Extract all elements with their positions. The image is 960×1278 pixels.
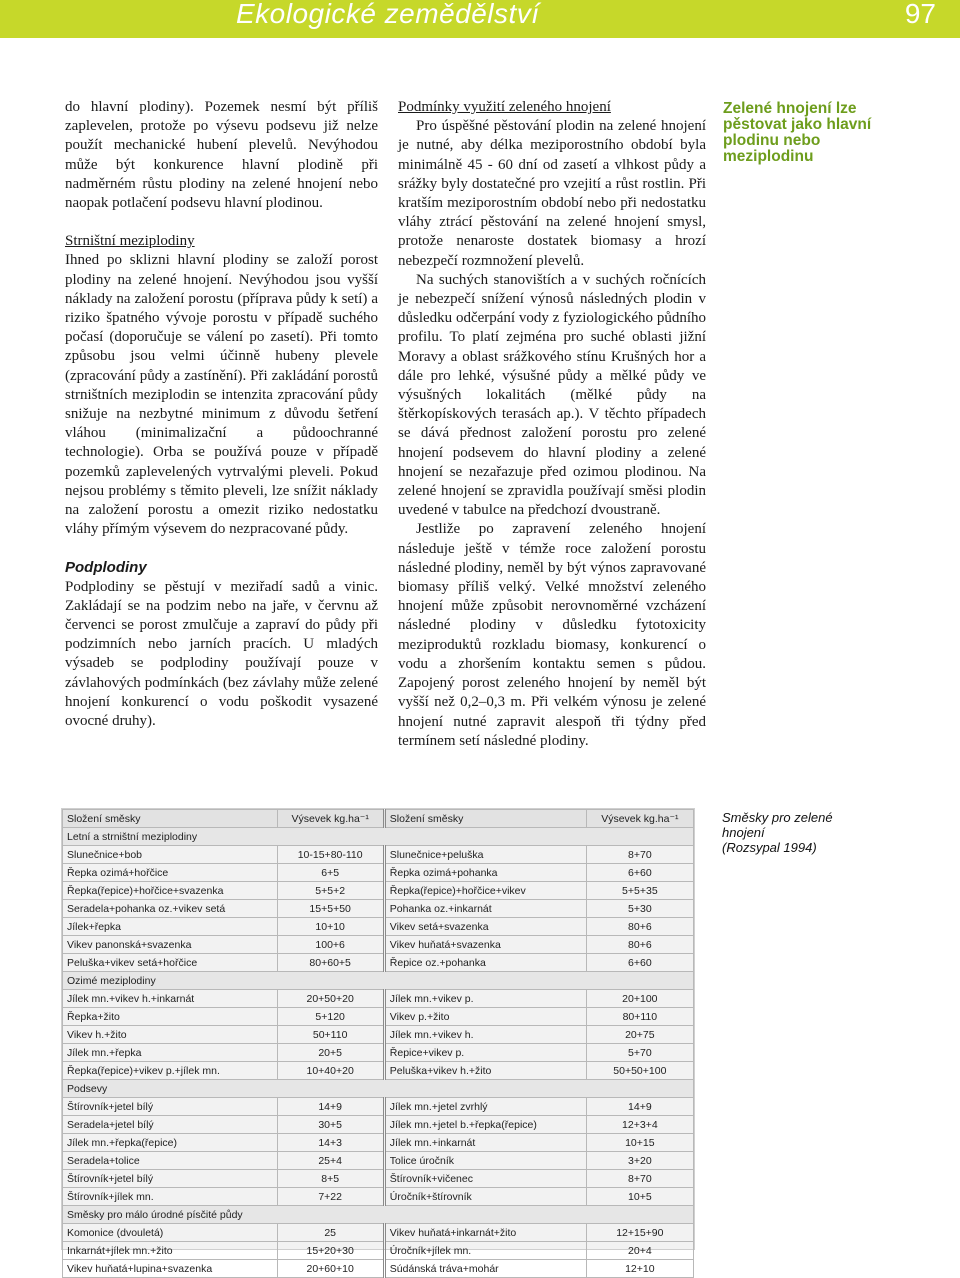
table-row (63, 1242, 694, 1260)
table-section-row (63, 828, 694, 846)
header-bar (0, 0, 960, 38)
text-column-right (398, 98, 706, 751)
paragraph: Pro úspěšné pěstování plodin na zelené hnojení je nutné, aby délka meziporostního období byla minimálně 45 - 60 dní od zasetí a vlhkost půdy a srážky byly dostatečné pro vzejití a růst rostlin. Při kratším meziporostním období nebo při nedostatku vláhy ztrácí pěstování na zelené hnojení smysl, protože nenaroste dostatek biomasy a hrozí nebezpečí rozmnožení plevelů. (398, 118, 706, 269)
mix-name: Jílek mn.+jetel zvrhlý (384, 1098, 586, 1116)
table-row (63, 882, 694, 900)
seed-rate: 50+50+100 (586, 1062, 693, 1080)
mix-name: Jílek mn.+řepka(řepice) (63, 1134, 278, 1152)
caption-source: (Rozsypal 1994) (722, 840, 817, 855)
table-row (63, 1134, 694, 1152)
mix-name: Tolice úročník (384, 1152, 586, 1170)
mix-name: Peluška+vikev h.+žito (384, 1062, 586, 1080)
mix-name: Peluška+vikev setá+hořčice (63, 954, 278, 972)
seed-rate: 30+5 (277, 1116, 384, 1134)
mix-name: Jílek+řepka (63, 918, 278, 936)
seed-rate: 25 (277, 1224, 384, 1242)
seed-rate: 6+60 (586, 864, 693, 882)
mix-name: Vikev huňatá+svazenka (384, 936, 586, 954)
seed-rate: 15+20+30 (277, 1242, 384, 1260)
table-row (63, 846, 694, 864)
mix-name: Jílek mn.+vikev h. (384, 1026, 586, 1044)
seed-rate: 20+50+20 (277, 990, 384, 1008)
seed-rate: 8+70 (586, 1170, 693, 1188)
seed-rate: 5+120 (277, 1008, 384, 1026)
page-number: 97 (904, 0, 936, 29)
table-row (63, 1098, 694, 1116)
table-section-row (63, 972, 694, 990)
seed-rate: 15+5+50 (277, 900, 384, 918)
seed-rate: Výsevek kg.ha⁻¹ (277, 810, 384, 828)
mix-name: Vikev h.+žito (63, 1026, 278, 1044)
table-header-row (63, 810, 694, 828)
seed-rate: 5+70 (586, 1044, 693, 1062)
mix-name: Řepka ozimá+hořčice (63, 864, 278, 882)
mix-name: Řepice oz.+pohanka (384, 954, 586, 972)
table-caption (722, 810, 872, 855)
mix-name: Komonice (dvouletá) (63, 1224, 278, 1242)
seed-rate: 80+6 (586, 918, 693, 936)
mix-name: Řepka(řepice)+hořčice+vikev (384, 882, 586, 900)
paragraph: Na suchých stanovištích a v suchých ročnících je nebezpečí snížení výnosů následných plodin v důsledku odčerpání vody z fyziologického půdního profilu. To platí zejména pro suché oblasti jižní Moravy a oblast srážkového stínu Krušných hor a dále pro lehké, výsušné půdy a mělké půdy ve výsušných lokalitách (mělké půdy na štěrkopískových terasách ap.). V těchto případech se dává přednost založení porostu pro zelené hnojení podsevem do hlavní plodiny a zelené hnojení se nezařazuje před ozimou plodinou. Na zelené hnojení se zpravidla používají směsi plodin uvedené v tabulce na předchozí dvoustraně. (398, 271, 706, 519)
table-section-row (63, 1206, 694, 1224)
section-label: Letní a strništní meziplodiny (63, 828, 694, 846)
mix-name: Řepice+vikev p. (384, 1044, 586, 1062)
table-row (63, 1152, 694, 1170)
seed-rate: 20+60+10 (277, 1260, 384, 1278)
table-row (63, 1008, 694, 1026)
seed-rate: 7+22 (277, 1188, 384, 1206)
seed-rate: 20+5 (277, 1044, 384, 1062)
seed-rate: 20+4 (586, 1242, 693, 1260)
mix-name: Seradela+tolice (63, 1152, 278, 1170)
mix-name: Úročník+jílek mn. (384, 1242, 586, 1260)
mix-name: Štírovník+jetel bílý (63, 1170, 278, 1188)
table-row (63, 990, 694, 1008)
table-row (63, 900, 694, 918)
table-section-row (63, 1080, 694, 1098)
seed-rate: 10+10 (277, 918, 384, 936)
paragraph: Ihned po sklizni hlavní plodiny se založí porost plodiny na zelené hnojení. Nevýhodou jsou vyšší náklady na založení porostu (příprava půdy k setí) a riziko špatného vývoje porostu v případě suchého počasí (doporučuje se válení po zasetí). Při tomto způsobu jsou velmi účinně hubeny plevele (zpracování půdy a zastínění). Při zakládání porostů strništních meziplodin se intenzita zpracování půdy snižuje na nezbytné minimum z důvodu šetření vláhou (minimalizační a půdoochranné technologie). Orba se používá pouze v případě pozemků zaplevelených vytrvalými pleveli. Pokud nejsou problémy s těmito pleveli, lze snížit náklady na založení porostu a omezit riziko nedostatku vláhy přímým výsevem do nezpracované půdy. (65, 252, 378, 538)
seed-rate: 100+6 (277, 936, 384, 954)
running-title: Ekologické zemědělství (236, 0, 540, 29)
mix-name: Vikev setá+svazenka (384, 918, 586, 936)
seed-rate: 3+20 (586, 1152, 693, 1170)
seed-rate: 8+70 (586, 846, 693, 864)
mix-name: Složení směsky (63, 810, 278, 828)
mix-name: Štírovník+jetel bílý (63, 1098, 278, 1116)
seed-rate: 10+5 (586, 1188, 693, 1206)
mix-name: Jílek mn.+vikev h.+inkarnát (63, 990, 278, 1008)
mix-name: Seradela+jetel bílý (63, 1116, 278, 1134)
mix-name: Vikev huňatá+inkarnát+žito (384, 1224, 586, 1242)
table-row (63, 1044, 694, 1062)
seed-rate: 6+5 (277, 864, 384, 882)
seed-rate: 10+40+20 (277, 1062, 384, 1080)
caption-title: Směsky pro zelené hnojení (722, 810, 833, 840)
seed-rate: 12+15+90 (586, 1224, 693, 1242)
seed-rate: 6+60 (586, 954, 693, 972)
seed-rate: 14+9 (277, 1098, 384, 1116)
mix-name: Vikev panonská+svazenka (63, 936, 278, 954)
mix-name: Slunečnice+peluška (384, 846, 586, 864)
table-row (63, 864, 694, 882)
mix-name: Řepka(řepice)+vikev p.+jílek mn. (63, 1062, 278, 1080)
mix-name: Štírovník+jílek mn. (63, 1188, 278, 1206)
seed-rate: 14+9 (586, 1098, 693, 1116)
section-label: Směsky pro málo úrodné písčité půdy (63, 1206, 694, 1224)
section-heading-podminky: Podmínky využití zeleného hnojení (398, 99, 611, 115)
seed-rate: 20+100 (586, 990, 693, 1008)
section-label: Podsevy (63, 1080, 694, 1098)
table-row (63, 918, 694, 936)
mix-name: Řepka(řepice)+hořčice+svazenka (63, 882, 278, 900)
seed-rate: 10+15 (586, 1134, 693, 1152)
table-row (63, 1062, 694, 1080)
seed-rate: 5+30 (586, 900, 693, 918)
table-row (63, 1188, 694, 1206)
mix-name: Jílek mn.+inkarnát (384, 1134, 586, 1152)
seed-rate: 20+75 (586, 1026, 693, 1044)
mix-name: Úročník+štírovník (384, 1188, 586, 1206)
seed-rate: 5+5+2 (277, 882, 384, 900)
paragraph: Jestliže po zapravení zeleného hnojení následuje ještě v témže roce založení porostu následné plodiny, neměl by být výnos zapravované biomasy příliš velký. Velké množství zeleného hnojení může způsobit nerovnoměrné vzcházení následné plodiny v důsledku fytotoxicity meziproduktů rozkladu biomasy, konkurencí o vodu a zhoršením kontaktu semen s půdou. Zapojený porost zeleného hnojení by neměl být vyšší než 0,2–0,3 m. Při velkém výnosu je zelené hnojení nutné zapravit alespoň tři týdny před termínem setí následné plodiny. (398, 521, 706, 749)
table-row (63, 936, 694, 954)
table-row (63, 1026, 694, 1044)
mix-name: Slunečnice+bob (63, 846, 278, 864)
mix-name: Pohanka oz.+inkarnát (384, 900, 586, 918)
seed-rate: 80+6 (586, 936, 693, 954)
mix-name: Řepka ozimá+pohanka (384, 864, 586, 882)
mix-name: Složení směsky (384, 810, 586, 828)
mix-name: Jílek mn.+jetel b.+řepka(řepice) (384, 1116, 586, 1134)
mix-name: Súdánská tráva+mohár (384, 1260, 586, 1278)
seed-rate: 80+110 (586, 1008, 693, 1026)
mix-name: Inkarnát+jílek mn.+žito (63, 1242, 278, 1260)
table-row (63, 954, 694, 972)
table-row (63, 1170, 694, 1188)
mix-name: Jílek mn.+vikev p. (384, 990, 586, 1008)
table-row (63, 1260, 694, 1278)
section-heading-podplodiny: Podplodiny (65, 559, 147, 577)
seed-rate: 50+110 (277, 1026, 384, 1044)
table-row (63, 1116, 694, 1134)
seed-rate: 25+4 (277, 1152, 384, 1170)
seed-rate: 14+3 (277, 1134, 384, 1152)
section-label: Ozimé meziplodiny (63, 972, 694, 990)
mix-name: Vikev huňatá+lupina+svazenka (63, 1260, 278, 1278)
mix-name: Štírovník+vičenec (384, 1170, 586, 1188)
mix-name: Řepka+žito (63, 1008, 278, 1026)
paragraph: do hlavní plodiny). Pozemek nesmí být příliš zaplevelen, protože po výsevu podsevu již nelze použít mechanické hubení plevelů. Nevýhodou může být konkurence hlavní plodině při nadměrném růstu plodiny na zelené hnojení nebo naopak potlačení podsevu hlavní plodinou. (65, 99, 378, 212)
seed-rate: 12+10 (586, 1260, 693, 1278)
seed-rate: 10-15+80-110 (277, 846, 384, 864)
table-row (63, 1224, 694, 1242)
seed-rate: 80+60+5 (277, 954, 384, 972)
mix-name: Vikev p.+žito (384, 1008, 586, 1026)
seed-rate: 5+5+35 (586, 882, 693, 900)
mix-name: Seradela+pohanka oz.+vikev setá (63, 900, 278, 918)
margin-note: Zelené hnojení lze pěstovat jako hlavní plodinu nebo meziplodinu (723, 100, 872, 165)
seed-rate: 8+5 (277, 1170, 384, 1188)
seed-rate: Výsevek kg.ha⁻¹ (586, 810, 693, 828)
text-column-left (65, 98, 378, 731)
section-heading-strnistni: Strništní meziplodiny (65, 233, 195, 250)
seed-rate: 12+3+4 (586, 1116, 693, 1134)
seed-mix-table (61, 808, 695, 1275)
mix-name: Jílek mn.+řepka (63, 1044, 278, 1062)
paragraph: Podplodiny se pěstují v meziřadí sadů a vinic. Zakládají se na podzim nebo na jaře, v červnu až červenci se porost zmulčuje a zapraví do půdy při podzimních nebo jarních pracích. U mladých výsadeb se podplodiny používají pouze v závlahových podmínkách (bez závlahy může zelené hnojení konkurencí o vodu poškodit vysazené ovocné druhy). (65, 578, 378, 730)
